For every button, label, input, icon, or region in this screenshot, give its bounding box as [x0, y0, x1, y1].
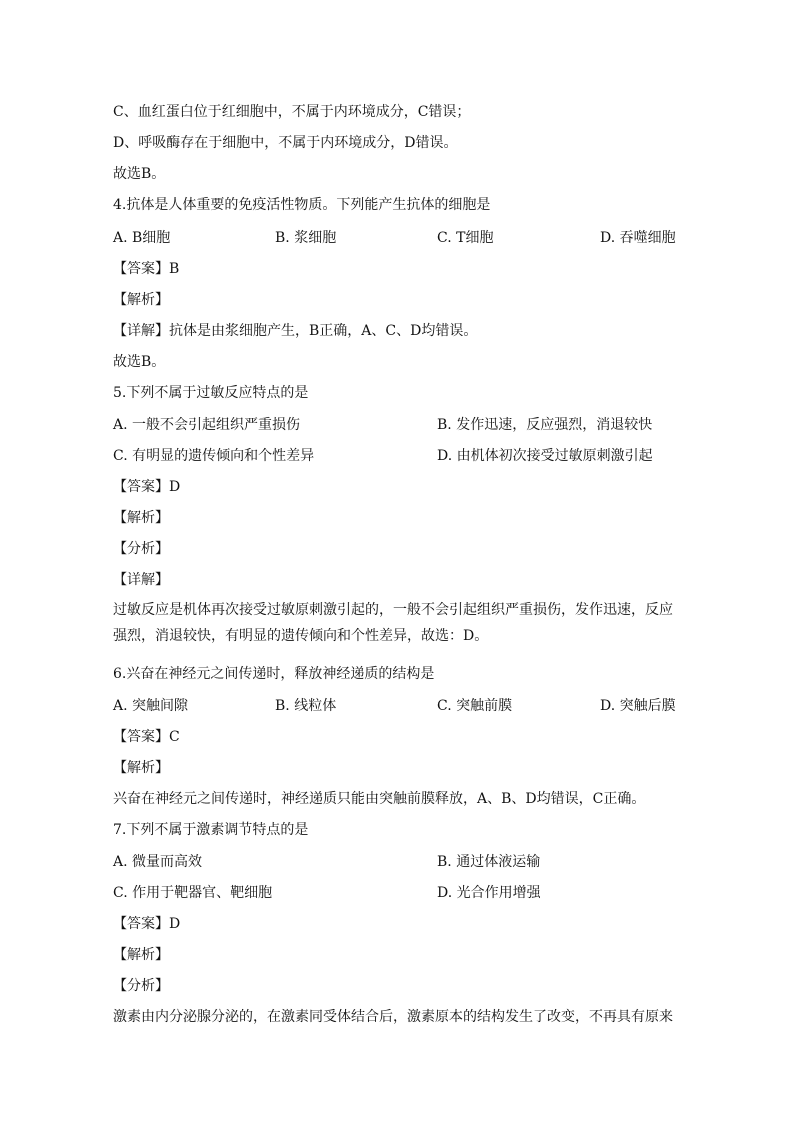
q3-option-d-explanation: D、呼吸酶存在于细胞中，不属于内环境成分，D错误。 [113, 135, 458, 151]
q4-option-a: A. B细胞 [113, 230, 171, 246]
q3-option-c-explanation: C、血红蛋白位于红细胞中，不属于内环境成分，C错误； [113, 104, 471, 120]
q6-option-d: D. 突触后膜 [600, 698, 676, 714]
q5-detail-heading: 【详解】 [113, 572, 169, 588]
q6-option-c: C. 突触前膜 [437, 698, 513, 714]
q4-answer: 【答案】B [113, 261, 180, 277]
q5-answer: 【答案】D [113, 479, 181, 495]
q4-conclusion: 故选B。 [113, 354, 166, 370]
q4-stem: 4.抗体是人体重要的免疫活性物质。下列能产生抗体的细胞是 [113, 197, 491, 213]
q4-option-b: B. 浆细胞 [275, 230, 337, 246]
q4-option-c: C. T细胞 [437, 230, 494, 246]
q4-detail: 【详解】抗体是由浆细胞产生，B正确，A、C、D均错误。 [113, 323, 478, 339]
q7-answer: 【答案】D [113, 916, 181, 932]
q6-option-b: B. 线粒体 [275, 698, 337, 714]
q6-stem: 6.兴奋在神经元之间传递时，释放神经递质的结构是 [113, 666, 435, 682]
q5-fenxi-heading: 【分析】 [113, 541, 169, 557]
q3-conclusion: 故选B。 [113, 166, 166, 182]
q5-analysis-heading: 【解析】 [113, 510, 169, 526]
q5-option-b: B. 发作迅速，反应强烈，消退较快 [437, 417, 653, 433]
q5-option-c: C. 有明显的遗传倾向和个性差异 [113, 448, 315, 464]
q7-fenxi-heading: 【分析】 [113, 978, 169, 994]
q5-detail: 过敏反应是机体再次接受过敏原刺激引起的，一般不会引起组织严重损伤，发作迅速，反应强烈，消退较快，有明显的遗传倾向和个性差异，故选：D。 [113, 602, 673, 644]
q5-option-a: A. 一般不会引起组织严重损伤 [113, 417, 301, 433]
q7-option-d: D. 光合作用增强 [437, 885, 541, 901]
q7-option-b: B. 通过体液运输 [437, 854, 541, 870]
q6-analysis-heading: 【解析】 [113, 760, 169, 776]
q5-option-d: D. 由机体初次接受过敏原刺激引起 [437, 448, 653, 464]
q6-answer: 【答案】C [113, 729, 180, 745]
q4-option-d: D. 吞噬细胞 [600, 230, 676, 246]
q7-analysis-heading: 【解析】 [113, 947, 169, 963]
q5-stem: 5.下列不属于过敏反应特点的是 [113, 385, 309, 401]
q6-detail: 兴奋在神经元之间传递时，神经递质只能由突触前膜释放，A、B、D均错误，C正确。 [113, 791, 646, 807]
q7-detail: 激素由内分泌腺分泌的，在激素同受体结合后，激素原本的结构发生了改变，不再具有原来 [113, 1009, 673, 1025]
q7-option-a: A. 微量而高效 [113, 854, 203, 870]
q6-option-a: A. 突触间隙 [113, 698, 189, 714]
q4-analysis-heading: 【解析】 [113, 292, 169, 308]
q7-option-c: C. 作用于靶器官、靶细胞 [113, 885, 273, 901]
q7-stem: 7.下列不属于激素调节特点的是 [113, 822, 309, 838]
